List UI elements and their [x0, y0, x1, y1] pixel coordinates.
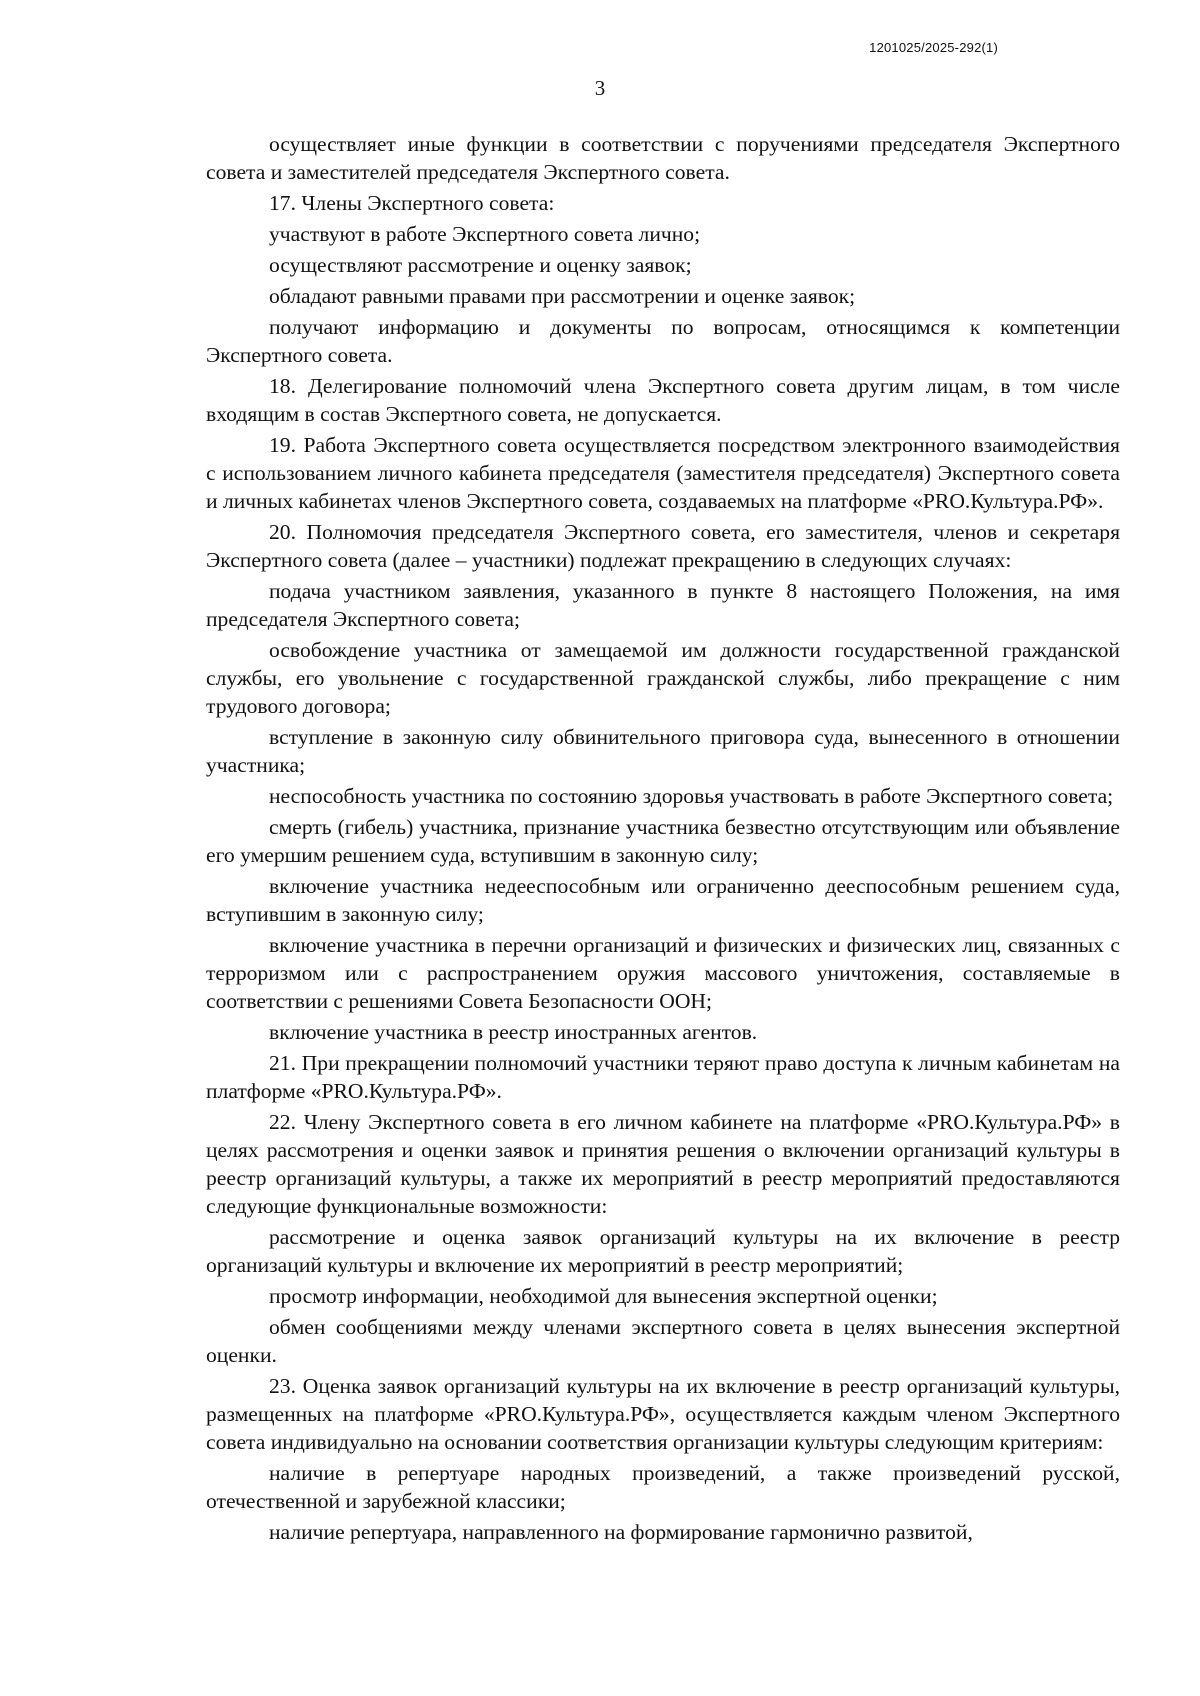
paragraph: неспособность участника по состоянию здоровья участвовать в работе Экспертного совета; [269, 784, 1114, 808]
paragraph-item-17: 17. Члены Экспертного совета: [269, 191, 555, 215]
paragraph: вступление в законную силу обвинительного приговора суда, вынесенного в отношении участника; [206, 725, 1120, 777]
paragraph: наличие в репертуаре народных произведений, а также произведений русской, отечественной и зарубежной классики; [206, 1461, 1120, 1513]
paragraph: освобождение участника от замещаемой им должности государственной гражданской службы, его увольнение с государственной гражданской службы, либо прекращение с ним трудового договора; [206, 638, 1120, 718]
paragraph: обладают равными правами при рассмотрении и оценке заявок; [269, 284, 856, 308]
paragraph-item-23: 23. Оценка заявок организаций культуры на их включение в реестр организаций культуры, размещенных на платформе «PRO.Культура.РФ», осуществляется каждым членом Экспертного совета индивидуально на основании соответствия организации культуры следующим критериям: [206, 1374, 1120, 1454]
paragraph-item-22: 22. Члену Экспертного совета в его личном кабинете на платформе «PRO.Культура.РФ» в целях рассмотрения и оценки заявок и принятия решения о включении организаций культуры в реестр организаций культуры, а также их мероприятий в реестр мероприятий предоставляются следующие функциональные возможности: [206, 1110, 1120, 1218]
document-body [206, 130, 1120, 1546]
paragraph: осуществляет иные функции в соответствии с поручениями председателя Экспертного совета и заместителей председателя Экспертного совета. [206, 132, 1120, 184]
paragraph-item-20: 20. Полномочия председателя Экспертного совета, его заместителя, членов и секретаря Экспертного совета (далее – участники) подлежат прекращению в следующих случаях: [206, 520, 1120, 572]
paragraph: подача участником заявления, указанного в пункте 8 настоящего Положения, на имя председателя Экспертного совета; [206, 579, 1120, 631]
paragraph: получают информацию и документы по вопросам, относящимся к компетенции Экспертного совета. [206, 315, 1120, 367]
paragraph: включение участника в перечни организаций и физических и физических лиц, связанных с терроризмом или с распространением оружия массового уничтожения, составляемые в соответствии с решениями Совета Безопасности ООН; [206, 933, 1120, 1013]
paragraph: наличие репертуара, направленного на формирование гармонично развитой, [269, 1520, 973, 1544]
paragraph: участвуют в работе Экспертного совета лично; [269, 222, 701, 246]
paragraph: смерть (гибель) участника, признание участника безвестно отсутствующим или объявление его умершим решением суда, вступившим в законную силу; [206, 815, 1120, 867]
page-number: 3 [594, 76, 606, 100]
paragraph: обмен сообщениями между членами экспертного совета в целях вынесения экспертной оценки. [206, 1315, 1120, 1367]
paragraph: осуществляют рассмотрение и оценку заявок; [269, 253, 692, 277]
document-number: 1201025/2025-292(1) [869, 40, 998, 55]
paragraph: просмотр информации, необходимой для вынесения экспертной оценки; [269, 1284, 938, 1308]
paragraph-item-19: 19. Работа Экспертного совета осуществляется посредством электронного взаимодействия с использованием личного кабинета председателя (заместителя председателя) Экспертного совета и личных кабинетах членов Экспертного совета, создаваемых на платформе «PRO.Культура.РФ». [206, 433, 1120, 513]
paragraph-item-18: 18. Делегирование полномочий члена Экспертного совета другим лицам, в том числе входящим в состав Экспертного совета, не допускается. [206, 374, 1120, 426]
paragraph: включение участника в реестр иностранных агентов. [269, 1020, 758, 1044]
paragraph: включение участника недееспособным или ограниченно дееспособным решением суда, вступившим в законную силу; [206, 874, 1120, 926]
paragraph: рассмотрение и оценка заявок организаций культуры на их включение в реестр организаций культуры и включение их мероприятий в реестр мероприятий; [206, 1225, 1120, 1277]
paragraph-item-21: 21. При прекращении полномочий участники теряют право доступа к личным кабинетам на платформе «PRO.Культура.РФ». [206, 1051, 1120, 1103]
